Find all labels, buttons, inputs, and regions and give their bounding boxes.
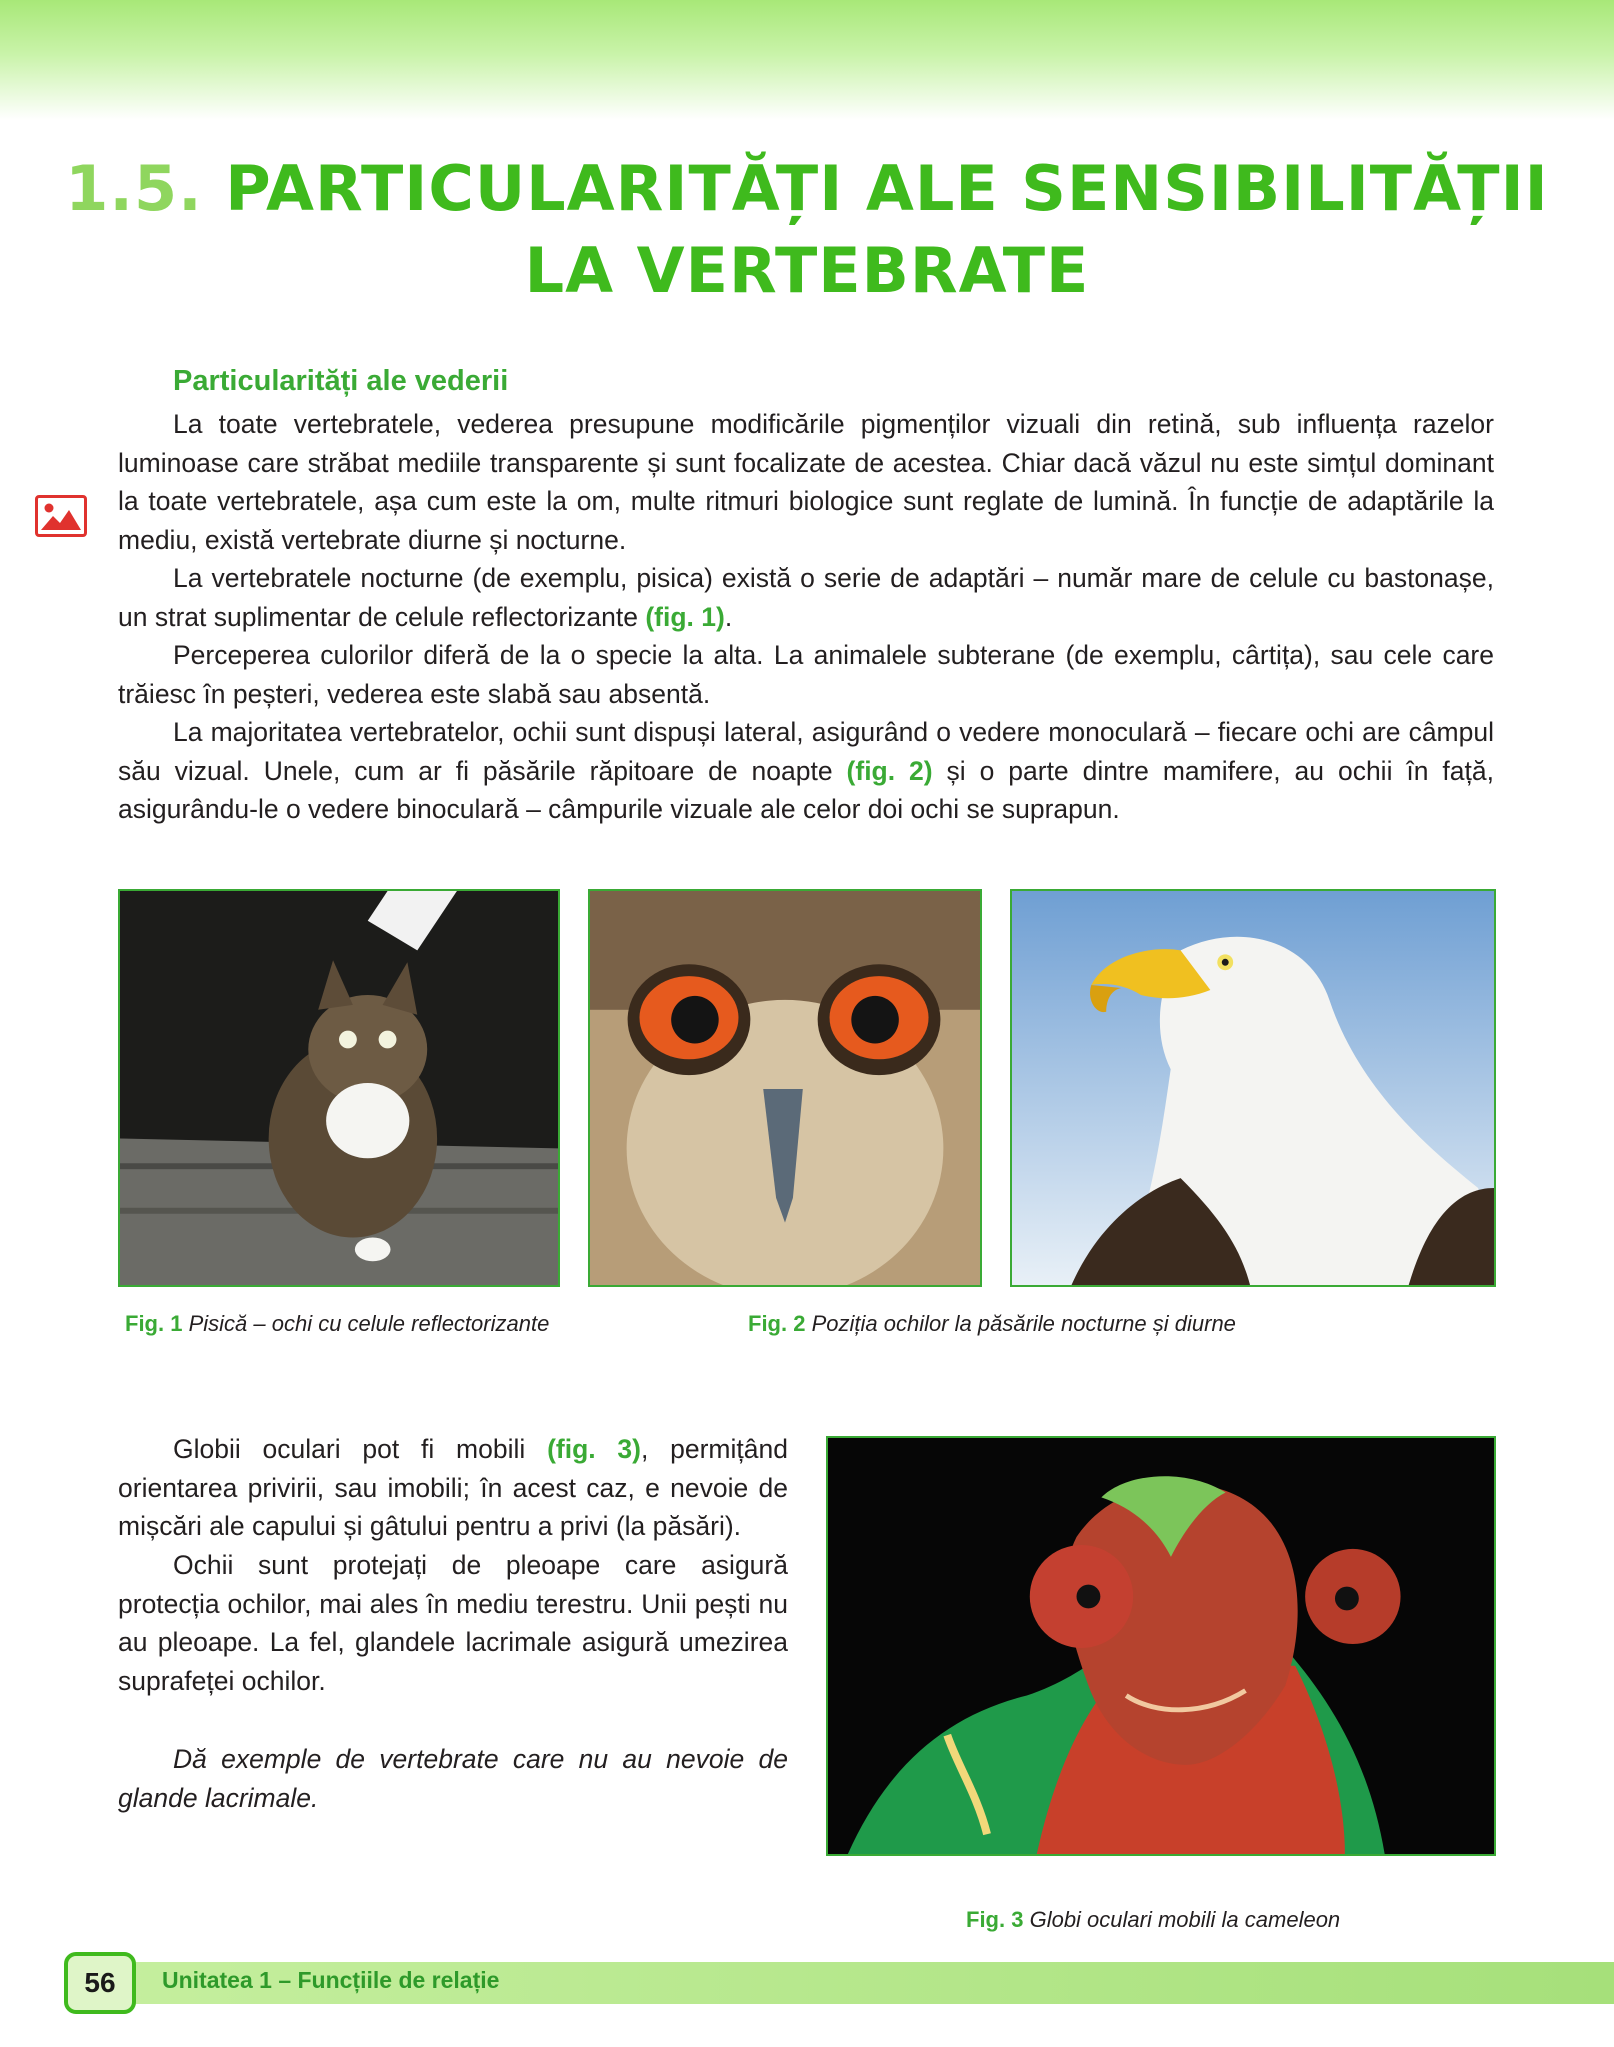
fig-1-reference[interactable]: (fig. 1) (645, 601, 725, 632)
eagle-photo (1010, 889, 1496, 1287)
fig-1-text: Pisică – ochi cu celule reflectorizante (188, 1311, 550, 1336)
paragraph-2-text: La vertebratele nocturne (de exemplu, pisica) există o serie de adaptări – număr mare de celule cu bastonașe, un strat suplimentar de celule reflectorizante (118, 563, 1494, 632)
lower-paragraph-1 (118, 1430, 788, 1546)
fig-3-caption (966, 1906, 1340, 1934)
fig-1-label: Fig. 1 (125, 1311, 183, 1336)
paragraph-2-end: . (724, 601, 733, 632)
fig-3-label: Fig. 3 (966, 1907, 1024, 1932)
top-banner (0, 0, 1614, 120)
page-title (0, 148, 1614, 312)
paragraph-4 (118, 713, 1494, 829)
cat-photo (118, 889, 560, 1287)
question-prompt: Dă exemple de vertebrate care nu au nevoie de glande lacrimale. (118, 1744, 788, 1813)
owl-photo (588, 889, 982, 1287)
paragraph-2 (118, 559, 1494, 636)
paragraph-3: Perceperea culorilor diferă de la o specie la alta. La animalele subterane (de exemplu, cârtița), sau cele care trăiesc în peșteri, vederea este slabă sau absentă. (118, 640, 1494, 709)
fig-2-label: Fig. 2 (748, 1311, 806, 1336)
fig-2-reference[interactable]: (fig. 2) (846, 755, 933, 786)
paragraph-4-end: și o parte dintre mamifere, au ochii în față, asigurându-le o vedere binoculară – câmpurile vizuale ale celor doi ochi se suprapun. (118, 755, 1494, 824)
paragraph-1: La toate vertebratele, vederea presupune modificările pigmenților vizuali din retină, sub influența razelor luminoase care străbat mediile transparente și sunt focalizate de acestea. Chiar dacă văzul nu este simțul dominant la toate vertebratele, așa cum este la om, multe ritmuri biologice sunt reglate de lumină. În funcție de adaptările la mediu, există vertebrate diurne și nocturne. (118, 409, 1494, 555)
fig-3-text: Globi oculari mobili la cameleon (1029, 1907, 1341, 1932)
fig-1-caption (125, 1310, 549, 1338)
lower-paragraph-2: Ochii sunt protejați de pleoape care asigură protecția ochilor, mai ales în mediu terestru. Unii pești nu au pleoape. La fel, glandele lacrimale asigură umezirea suprafeței ochilor. (118, 1550, 788, 1696)
paragraph-4-text: La majoritatea vertebratelor, ochii sunt dispuși lateral, asigurând o vedere monoculară – fiecare ochi are câmpul său vizual. Unele, cum ar fi păsările răpitoare de noapte (118, 717, 1494, 786)
fig-2-text: Poziția ochilor la păsările nocturne și diurne (811, 1311, 1236, 1336)
title-line-1: PARTICULARITĂȚI ALE SENSIBILITĂȚII (225, 152, 1549, 225)
section-heading: Particularități ale vederii (173, 365, 509, 397)
chameleon-photo (826, 1436, 1496, 1856)
fig-3-reference[interactable]: (fig. 3) (547, 1434, 641, 1464)
lower-paragraph-1-end: , permițând orientarea privirii, sau imobili; în acest caz, e nevoie de mișcări ale capului și gâtului pentru a privi (la păsări). (118, 1434, 788, 1541)
fig-2-caption (748, 1310, 1236, 1338)
page-number: 56 (64, 1952, 136, 2014)
footer-unit-label: Unitatea 1 – Funcțiile de relație (162, 1967, 500, 1993)
image-icon[interactable] (35, 495, 87, 537)
lower-paragraph-1-text: Globii oculari pot fi mobili (173, 1434, 548, 1464)
section-number: 1.5. (65, 152, 203, 225)
title-line-2: LA VERTEBRATE (524, 234, 1090, 307)
